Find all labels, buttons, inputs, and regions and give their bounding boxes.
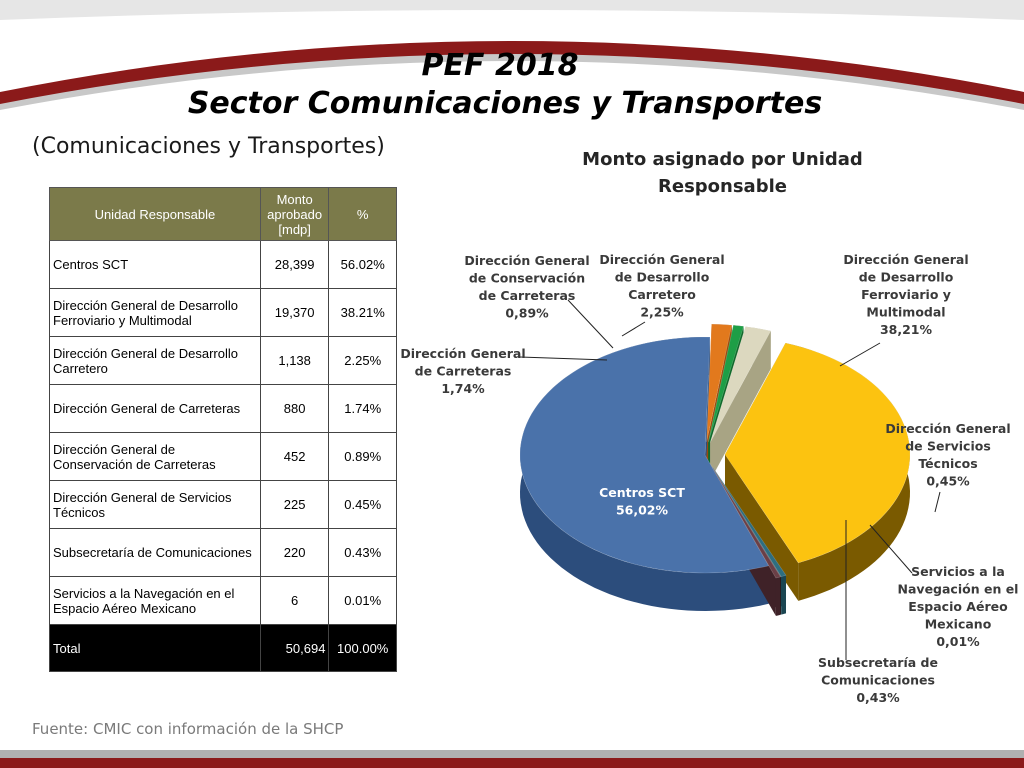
title-line-2: Sector Comunicaciones y Transportes [187,86,823,121]
cell-amount: 452 [260,433,329,481]
cell-unit: Dirección General de Desarrollo Carretero [50,337,261,385]
pie-data-label: Servicios a la Navegación en el Espacio Aéreo Mexicano 0,01% [897,564,1019,649]
cell-unit: Dirección General de Carreteras [50,385,261,433]
chart-title: Monto asignado por Unidad Responsable [582,149,863,197]
pie-data-label: Dirección General de Servicios Técnicos 0,45% [885,421,1011,489]
cell-amount: 6 [260,577,329,625]
cell-amount: 880 [260,385,329,433]
cell-unit: Subsecretaría de Comunicaciones [50,529,261,577]
cell-unit: Servicios a la Navegación en el Espacio Aéreo Mexicano [50,577,261,625]
pie-data-label: Centros SCT 56,02% [599,485,685,518]
cell-unit: Dirección General de Servicios Técnicos [50,481,261,529]
total-amount: 50,694 [260,625,329,672]
cell-pct: 0.45% [329,481,397,529]
cell-pct: 56.02% [329,241,397,289]
cell-amount: 225 [260,481,329,529]
cell-amount: 19,370 [260,289,329,337]
header-amount: Monto aprobado [mdp] [260,188,329,241]
header-unit: Unidad Responsable [50,188,261,241]
header-pct: % [329,188,397,241]
cell-pct: 0.43% [329,529,397,577]
cell-pct: 38.21% [329,289,397,337]
leader-line [935,492,940,512]
leader-line [622,322,645,336]
cell-amount: 220 [260,529,329,577]
cell-pct: 0.01% [329,577,397,625]
cell-amount: 28,399 [260,241,329,289]
source-note: Fuente: CMIC con información de la SHCP [32,720,344,738]
pie-data-label: Dirección General de Conservación de Carreteras 0,89% [464,253,590,321]
cell-pct: 0.89% [329,433,397,481]
total-pct: 100.00% [329,625,397,672]
pie-data-label: Dirección General de Desarrollo Ferroviario y Multimodal 38,21% [843,252,969,337]
cell-pct: 1.74% [329,385,397,433]
subtitle: (Comunicaciones y Transportes) [32,134,385,159]
leader-line [520,357,607,360]
pie-data-label: Subsecretaría de Comunicaciones 0,43% [818,655,938,705]
cell-unit: Centros SCT [50,241,261,289]
footer-band [0,750,1024,768]
leader-line [568,300,613,348]
cell-amount: 1,138 [260,337,329,385]
leader-line [840,343,880,366]
cell-unit: Dirección General de Conservación de Carreteras [50,433,261,481]
cell-unit: Dirección General de Desarrollo Ferroviario y Multimodal [50,289,261,337]
cell-pct: 2.25% [329,337,397,385]
pie-data-label: Dirección General de Desarrollo Carretero 2,25% [599,252,725,320]
title-line-1: PEF 2018 [421,48,579,83]
pie-data-label: Dirección General de Carreteras 1,74% [400,346,526,396]
total-unit: Total [50,625,261,672]
